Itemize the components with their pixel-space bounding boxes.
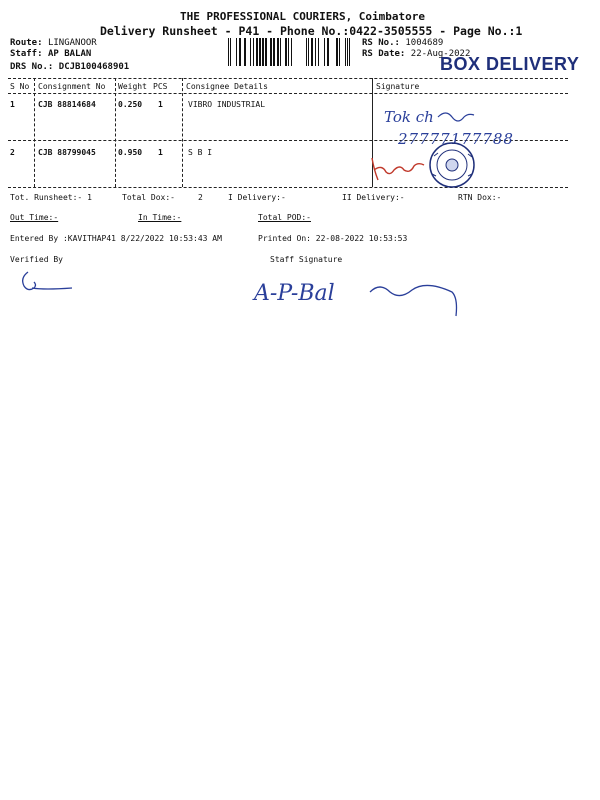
bank-seal-icon (430, 143, 474, 187)
rs-no-row (362, 38, 443, 48)
staff-hand-signature: A-P-Bal (254, 281, 335, 306)
tot-runsheet: Tot. Runsheet:- 1 (10, 193, 92, 202)
staff-row (10, 49, 91, 59)
total-dox-label: Total Dox:- (122, 193, 175, 202)
red-signature-scribble (372, 158, 424, 180)
drs-label: DRS No.: (10, 62, 54, 72)
rs-no-label: RS No.: (362, 38, 400, 48)
row1-consignment: CJB 88814684 (38, 100, 96, 109)
route-row (10, 38, 97, 48)
row2-consignee: S B I (188, 148, 213, 157)
rs-no-value: 1004689 (405, 38, 444, 48)
th-pcs: PCS (153, 82, 168, 91)
total-pod: Total POD:- (258, 213, 311, 222)
i-delivery: I Delivery:- (228, 193, 286, 202)
table-header-rule (8, 93, 568, 94)
route-label: Route: (10, 38, 43, 48)
drs-value: DCJB100468901 (58, 62, 130, 72)
table-top-rule (8, 78, 568, 79)
row2-seal-signature (368, 140, 488, 190)
staff-signature-label: Staff Signature (270, 255, 343, 264)
box-delivery-stamp: BOX DELIVERY (440, 54, 580, 74)
rs-date-label: RS Date: (362, 49, 406, 59)
th-weight: Weight (118, 82, 147, 91)
row2-consignment: CJB 88799045 (38, 148, 96, 157)
row2-pcs: 1 (158, 148, 163, 157)
staff-label: Staff: (10, 49, 43, 59)
route-value: LINGANOOR (47, 38, 97, 48)
col-sep-1 (34, 78, 35, 187)
rs-date-value: 22-Aug-2022 (410, 49, 471, 59)
verified-by-label: Verified By (10, 255, 63, 264)
th-consignee: Consignee Details (186, 82, 268, 91)
rtn-dox: RTN Dox:- (458, 193, 502, 202)
row1-consignee: VIBRO INDUSTRIAL (188, 100, 266, 109)
printed-on: Printed On: 22-08-2022 10:53:53 (258, 234, 408, 243)
row1-hand-number: 27777177788 (398, 130, 514, 148)
staff-value: AP BALAN (47, 49, 92, 59)
row1-pcs: 1 (158, 100, 163, 109)
th-signature: Signature (376, 82, 420, 91)
out-time: Out Time:- (10, 213, 59, 222)
drs-row (10, 62, 129, 72)
staff-handwritten-signature (250, 262, 470, 322)
th-sno: S No (10, 82, 30, 91)
col-sep-3 (182, 78, 183, 187)
total-dox-value: 2 (198, 193, 203, 202)
barcode (228, 38, 353, 66)
runsheet-subtitle: Delivery Runsheet - P41 - Phone No.:0422-3505555 - Page No.:1 (100, 24, 523, 38)
in-time: In Time:- (138, 213, 182, 222)
row1-sno: 1 (10, 100, 15, 109)
th-consignment: Consignment No (38, 82, 106, 91)
ii-delivery: II Delivery:- (342, 193, 405, 202)
row1-hand-note: Tok ch (384, 108, 434, 126)
row2-weight: 0.950 (118, 148, 143, 157)
row2-sno: 2 (10, 148, 15, 157)
row1-weight: 0.250 (118, 100, 143, 109)
col-sep-2 (115, 78, 116, 187)
company-title: THE PROFESSIONAL COURIERS, Coimbatore (180, 10, 426, 23)
entered-by: Entered By :KAVITHAP41 8/22/2022 10:53:43 AM (10, 234, 222, 243)
verified-by-signature (18, 266, 78, 296)
